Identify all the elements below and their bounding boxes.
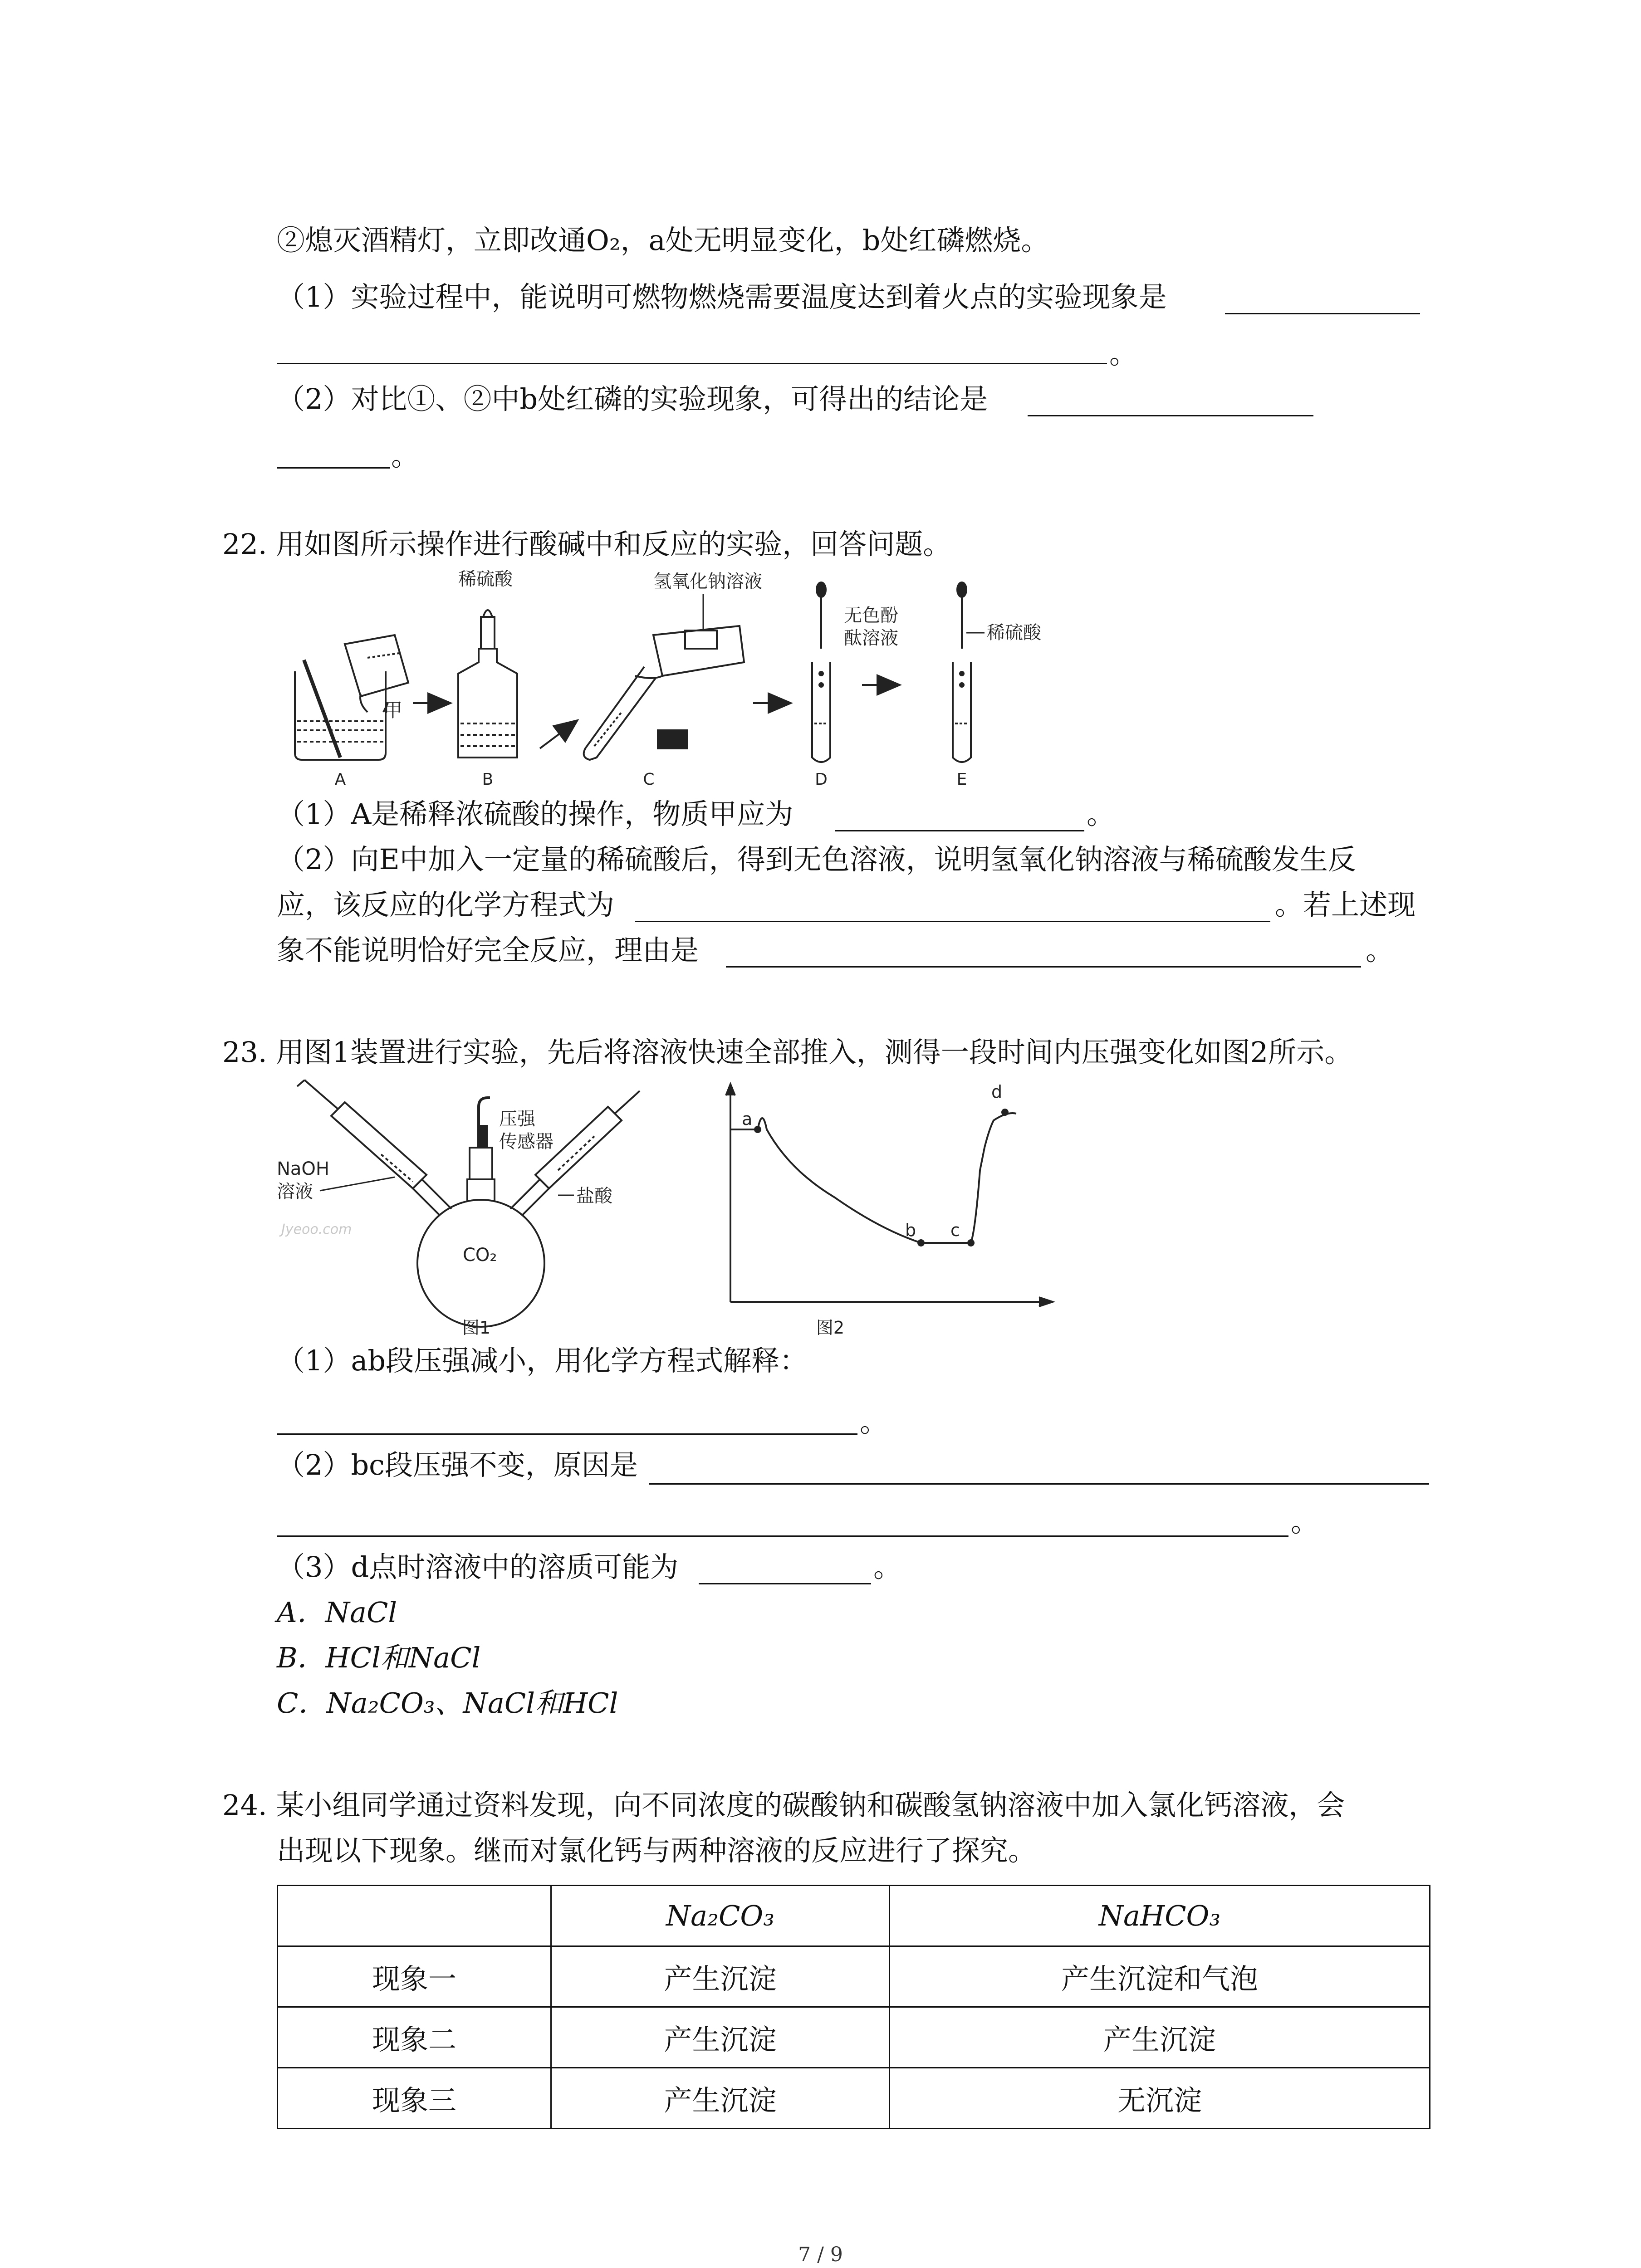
page-number: 7 / 9: [798, 2243, 843, 2266]
q23-p2-end: 。: [1291, 1505, 1319, 1538]
label-phenol-1: 无色酚: [844, 605, 898, 626]
caption-E: E: [956, 770, 967, 789]
q23-p1-blank[interactable]: [277, 1433, 857, 1435]
table-cell: 现象一: [278, 1946, 551, 2007]
q23-p3-blank[interactable]: [699, 1583, 871, 1584]
q24-stem-line1: 24. 某小组同学通过资料发现，向不同浓度的碳酸钠和碳酸氢钠溶液中加入氯化钙溶液，会: [222, 1789, 1345, 1822]
table-cell: 产生沉淀: [551, 2007, 890, 2068]
q22-p1-end: 。: [1087, 797, 1115, 831]
apparatus-C: [584, 626, 744, 760]
label-naoh-1: NaOH: [277, 1158, 329, 1179]
q23-p3: （3）d点时溶液中的溶质可能为: [277, 1550, 679, 1584]
q21-p2-blank-1[interactable]: [1028, 415, 1313, 416]
table-row: [278, 1946, 1430, 2007]
label-naoh-2: 溶液: [277, 1181, 313, 1202]
table-header-cell: NaHCO₃: [890, 1886, 1430, 1946]
label-naoh: 氢氧化钠溶液: [653, 571, 762, 592]
caption-B: B: [482, 770, 494, 789]
q23-p3-end: 。: [873, 1550, 902, 1584]
label-hcl: 盐酸: [576, 1186, 612, 1207]
point-c: [967, 1239, 975, 1246]
label-phenol-2: 酞溶液: [844, 628, 898, 649]
q24-stem-line2: 出现以下现象。继而对氯化钙与两种溶液的反应进行了探究。: [277, 1834, 1037, 1867]
point-a: [754, 1126, 761, 1133]
apparatus-B: [458, 610, 517, 758]
q21-p1-blank-1[interactable]: [1225, 313, 1420, 314]
q21-p1-blank-2[interactable]: [277, 363, 1107, 364]
q23-p2-blank-1[interactable]: [649, 1483, 1429, 1485]
caption-fig2: 图2: [816, 1318, 845, 1338]
apparatus-E: [953, 582, 985, 762]
q23-option-a[interactable]: A．NaCl: [277, 1596, 397, 1629]
q22-p1: （1）A是稀释浓硫酸的操作，物质甲应为: [277, 797, 794, 831]
table-cell: 无沉淀: [890, 2068, 1430, 2129]
table-cell: 产生沉淀: [890, 2007, 1430, 2068]
caption-fig1: 图1: [462, 1318, 491, 1338]
table-cell: 产生沉淀和气泡: [890, 1946, 1430, 2007]
q21-p2-blank-2[interactable]: [277, 467, 390, 469]
q23-stem: 23. 用图1装置进行实验，先后将溶液快速全部推入，测得一段时间内压强变化如图2所示。: [222, 1036, 1353, 1069]
q21-p1-text: （1）实验过程中，能说明可燃物燃烧需要温度达到着火点的实验现象是: [277, 280, 1167, 313]
q23-option-b[interactable]: B．HCl和NaCl: [277, 1641, 481, 1674]
table-header-cell: Na₂CO₃: [551, 1886, 890, 1946]
label-d: d: [991, 1082, 1003, 1102]
apparatus-A: [295, 635, 408, 760]
q22-p1-blank[interactable]: [835, 830, 1084, 831]
q22-p2-line2: 应，该反应的化学方程式为: [277, 888, 615, 921]
arrow-2: [540, 721, 576, 748]
q21-p2-text: （2）对比①、②中b处红磷的实验现象，可得出的结论是: [277, 382, 988, 415]
q23-p2: （2）bc段压强不变，原因是: [277, 1448, 638, 1481]
table-cell: 现象二: [278, 2007, 551, 2068]
caption-D: D: [815, 770, 828, 789]
label-sensor-2: 传感器: [499, 1131, 554, 1152]
table-cell: 产生沉淀: [551, 2068, 890, 2129]
q22-stem: 22. 用如图所示操作进行酸碱中和反应的实验，回答问题。: [222, 528, 951, 561]
label-xishuisuan-2: 稀硫酸: [987, 622, 1041, 643]
q22-p2-blank-2[interactable]: [726, 966, 1361, 968]
table-row: [278, 2068, 1430, 2129]
label-b: b: [905, 1220, 916, 1240]
q23-p1-end: 。: [860, 1405, 888, 1438]
q22-p2-blank-1[interactable]: [635, 921, 1270, 922]
table-cell: 产生沉淀: [551, 1946, 890, 2007]
caption-C: C: [643, 770, 655, 789]
point-d: [1001, 1109, 1009, 1116]
label-c: c: [950, 1220, 960, 1240]
label-jia: 甲: [383, 699, 403, 721]
q23-option-c[interactable]: C．Na₂CO₃、NaCl和HCl: [277, 1686, 618, 1720]
point-b: [917, 1239, 925, 1246]
q22-p2-line2-end: 。若上述现: [1275, 888, 1416, 921]
q21-p1-end: 。: [1109, 337, 1138, 370]
q21-p1: [277, 279, 1166, 315]
q21-p2-end: 。: [391, 439, 420, 472]
caption-A: A: [334, 770, 346, 789]
table-cell: 现象三: [278, 2068, 551, 2129]
apparatus-D: [812, 582, 830, 762]
label-a: a: [742, 1109, 753, 1129]
q23-figure-1: [277, 1080, 649, 1338]
q24-table: [277, 1885, 1430, 2129]
q22-p2-line3: 象不能说明恰好完全反应，理由是: [277, 934, 699, 967]
q22-p2-line3-end: 。: [1366, 934, 1394, 967]
q23-p1: （1）ab段压强减小，用化学方程式解释：: [277, 1344, 808, 1377]
watermark: Jyeoo.com: [281, 1222, 352, 1237]
table-header-row: [278, 1886, 1430, 1946]
pressure-curve: [730, 1113, 1016, 1243]
q21-step2: ②熄灭酒精灯，立即改通O₂，a处无明显变化，b处红磷燃烧。: [277, 224, 1049, 257]
q22-p2-line1: （2）向E中加入一定量的稀硫酸后，得到无色溶液，说明氢氧化钠溶液与稀硫酸发生反: [277, 843, 1356, 876]
label-xishuisuan-1: 稀硫酸: [458, 569, 513, 590]
label-gas: CO₂: [463, 1245, 497, 1266]
q23-figure-2: [721, 1080, 1057, 1338]
table-header-cell: [278, 1886, 551, 1946]
q22-figure: [277, 567, 1075, 794]
q21-p2: [277, 381, 988, 417]
label-sensor-1: 压强: [499, 1109, 535, 1129]
table-row: [278, 2007, 1430, 2068]
q23-p2-blank-2[interactable]: [277, 1535, 1288, 1537]
